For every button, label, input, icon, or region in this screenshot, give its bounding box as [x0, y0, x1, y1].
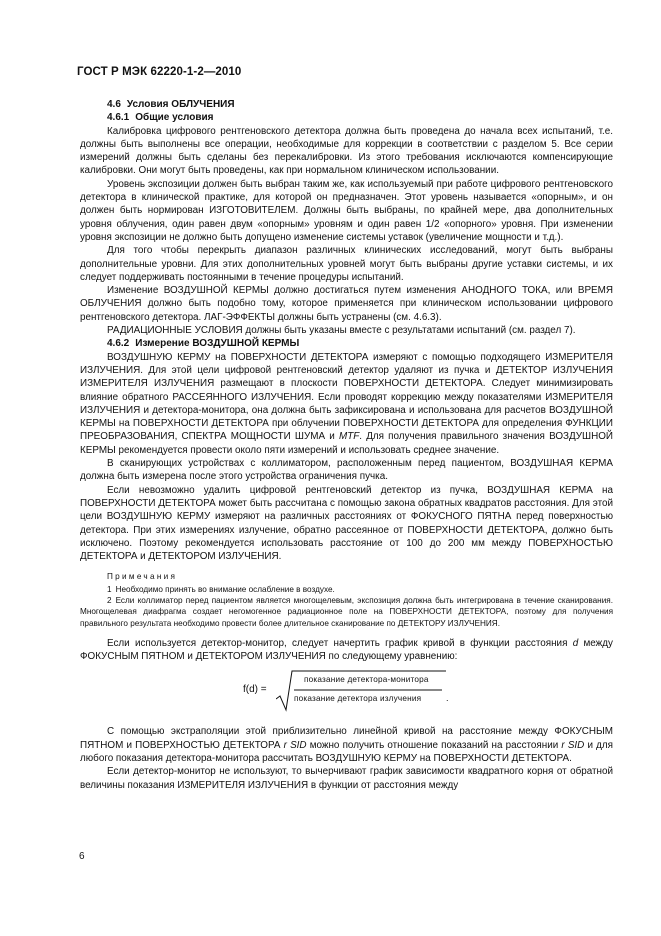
document-body [80, 98, 613, 792]
text-run: ВОЗДУШНУЮ КЕРМУ на ПОВЕРХНОСТИ ДЕТЕКТОРА измеряют с помощью подходящего ИЗМЕРИТЕЛЯ ИЗЛУЧЕНИЯ. Для этой цели цифровой рентгеновский детектор удаляют из пучка и ДЕТЕКТОР ИЗЛУЧЕНИЯ ИЗМЕРИТЕЛЯ ИЗЛУЧЕНИЯ размещают в плоскости ПОВЕРХНОСТИ ДЕТЕКТОРА. Следует минимизировать влияние обратного РАССЕЯННОГО ИЗЛУЧЕНИЯ. Если проводят коррекцию между показателями ИЗМЕРИТЕЛЯ ИЗЛУЧЕНИЯ и детектора-монитора, она должна быть зафиксирована и использована для расчетов ВОЗДУШНОЙ КЕРМЫ на ПОВЕРХНОСТИ ДЕТЕКТОРА при облучении ПОВЕРХНОСТИ ДЕТЕКТОРА для определения ФУНКЦИИ ПРЕОБРАЗОВАНИЯ, СПЕКТРА МОЩНОСТИ ШУМА и [80, 351, 613, 443]
note-text: Если коллиматор перед пациентом является многощелевым, экспозиция должна быть интегрирована в течение сканирования. Многощелевая диафрагма создает негомогенное радиационное поле на ПОВЕРХНОСТИ ДЕТЕКТОРА, поэтому для получения правильного результата необходимо провести более длительное сканирование по ДЕТЕКТОРУ ИЗЛУЧЕНИЯ. [80, 595, 613, 628]
section-heading-4-6 [80, 98, 613, 111]
paragraph: В сканирующих устройствах с коллиматором, расположенным перед пациентом, ВОЗДУШНАЯ КЕРМА должна быть измерена после этого устройства ограничения пучка. [80, 458, 613, 483]
formula-numerator: показание детектора-монитора [304, 675, 429, 685]
note-number: 2 [107, 595, 112, 605]
formula-period: . [446, 693, 449, 704]
section-heading-4-6-2 [80, 337, 613, 350]
section-number: 4.6.1 [107, 112, 130, 124]
note-number: 1 [107, 584, 112, 594]
section-number: 4.6.2 [107, 338, 130, 350]
paragraph: Изменение ВОЗДУШНОЙ КЕРМЫ должно достигаться путем изменения АНОДНОГО ТОКА, или ВРЕМЯ ОБЛУЧЕНИЯ должно быть подобно тому, которое применяется при клиническом использовании цифрового рентгеновского детектора. ЛАГ-ЭФФЕКТЫ должны быть устранены (см. 4.6.3). [80, 285, 613, 323]
distance-variable: d [572, 637, 579, 649]
text-run: между ФОКУСНЫМ ПЯТНОМ и ДЕТЕКТОРОМ ИЗЛУЧЕНИЯ по следующему уравнению: [80, 637, 613, 663]
note-text: Необходимо принять во внимание ослабление в воздухе. [115, 584, 335, 594]
paragraph [80, 351, 613, 457]
mtf-term: MTF [338, 431, 360, 443]
paragraph: Калибровка цифрового рентгеновского детектора должна быть проведена до начала всех испытаний, т.е. должны быть выполнены все операции, необходимые для коррекции в соответствии с разделом 5. Все серии измерений должны быть сделаны без перекалибровки. Из этого требования исключаются компенсирующие калибровки. Они могут быть проведены, как при нормальном клиническом использовании. [80, 125, 613, 177]
text-run: С помощью экстраполяции этой приблизительно линейной кривой на расстояние между ФОКУСНЫМ ПЯТНОМ и ПОВЕРХНОСТЬЮ ДЕТЕКТОРА [80, 726, 613, 751]
section-title: Измерение ВОЗДУШНОЙ КЕРМЫ [135, 338, 300, 350]
text-run: можно получить отношение показаний на расстоянии [309, 739, 559, 751]
paragraph [80, 637, 613, 664]
section-number: 4.6 [107, 99, 121, 110]
note-item [80, 595, 613, 629]
section-title: Общие условия [135, 112, 214, 124]
note-item [80, 584, 613, 595]
document-header: ГОСТ Р МЭК 62220-1-2—2010 [77, 66, 242, 78]
paragraph: РАДИАЦИОННЫЕ УСЛОВИЯ должны быть указаны вместе с результатами испытаний (см. раздел 7). [107, 325, 576, 337]
page-number: 6 [79, 851, 85, 862]
paragraph: Если детектор-монитор не используют, то вычерчивают график зависимости квадратного корня от обратной величины показания ИЗМЕРИТЕЛЯ ИЗЛУЧЕНИЯ в функции от расстояния между [80, 766, 613, 791]
paragraph: Уровень экспозиции должен быть выбран таким же, как используемый при работе цифрового рентгеновского детектора в клинической практике, для которой он предназначен. Этот уровень называется «опорным», и он должен быть нормирован ИЗГОТОВИТЕЛЕМ. Должны быть выбраны, по крайней мере, два дополнительных уровня облучения, один равен двум «опорным» уровням и один равен 1/2 «опорного» уровня. При изменении уровня экспозиции не должно быть допущено изменение системы уставок (увеличение мощности и т.д.). [80, 178, 613, 243]
section-heading-4-6-1 [80, 111, 613, 124]
paragraph [80, 725, 613, 765]
paragraph: Для того чтобы перекрыть диапазон различных клинических исследований, могут быть выбраны дополнительные уровни. Для этих дополнительных уровней могут быть выбраны другие уставки системы, и их следует поддерживать постоянными в течение процедуры испытаний. [80, 245, 613, 283]
text-run: Если используется детектор-монитор, следует начертить график кривой в функции расстояния [107, 637, 568, 649]
section-title: Условия ОБЛУЧЕНИЯ [126, 99, 235, 110]
notes-title: Примечания [107, 572, 178, 582]
paragraph: Если невозможно удалить цифровой рентгеновский детектор из пучка, ВОЗДУШНАЯ КЕРМА на ПОВЕРХНОСТИ ДЕТЕКТОРА может быть рассчитана с помощью закона обратных квадратов расстояния. Для этой цели ВОЗДУШНУЮ КЕРМУ измеряют на различных расстояниях от ФОКУСНОГО ПЯТНА перед поверхностью детектора. При этих измерениях излучение, обратно рассеянное от ПОВЕРХНОСТИ ДЕТЕКТОРА, должно быть исключено. Поэтому рекомендуется использовать расстояние от 100 до 200 мм между ПОВЕРХНОСТЬЮ ДЕТЕКТОРА и ДЕТЕКТОРОМ ИЗЛУЧЕНИЯ. [80, 484, 613, 563]
formula-lhs: f(d) = [243, 684, 267, 696]
text-run: . Для получения правильного значения ВОЗДУШНОЙ КЕРМЫ рекомендуется провести около пяти измерений и использовать среднее значение. [80, 431, 614, 456]
formula-denominator: показание детектора излучения [294, 694, 422, 704]
rsid-term: r SID [283, 739, 307, 751]
formula [80, 669, 613, 713]
rsid-term: r SID [561, 739, 585, 751]
text-run: и для любого показания детектора-монитора рассчитать ВОЗДУШНУЮ КЕРМУ на ПОВЕРХНОСТИ ДЕТЕКТОРА. [80, 739, 614, 765]
notes-block [80, 571, 613, 628]
